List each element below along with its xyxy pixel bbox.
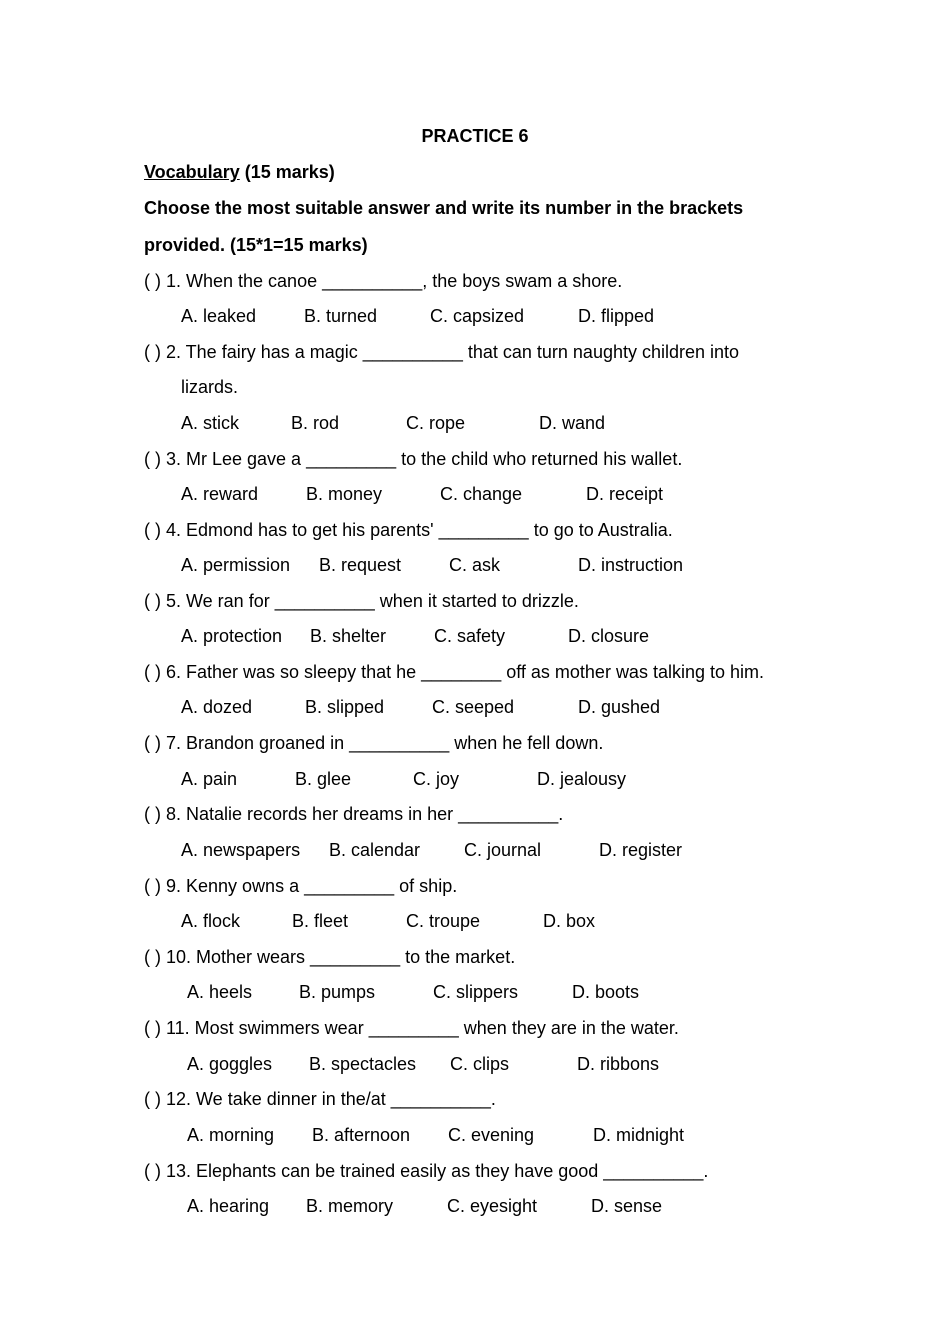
- option-8a: A. newspapers: [181, 840, 301, 860]
- option-1a: A. leaked: [181, 306, 257, 326]
- option-2c: C. rope: [406, 413, 466, 433]
- option-1b: B. turned: [304, 306, 378, 326]
- option-11c: C. clips: [450, 1054, 510, 1074]
- option-6b: B. slipped: [305, 697, 385, 717]
- option-11b: B. spectacles: [309, 1054, 417, 1074]
- option-12a: A. morning: [187, 1125, 275, 1145]
- option-4c: C. ask: [449, 555, 501, 575]
- option-7d: D. jealousy: [537, 769, 627, 789]
- option-1d: D. flipped: [578, 306, 655, 326]
- option-7b: B. glee: [295, 769, 352, 789]
- question-3: ( ) 3. Mr Lee gave a _________ to the child who returned his wallet.: [144, 449, 683, 469]
- question-12: ( ) 12. We take dinner in the/at __________.: [144, 1089, 496, 1109]
- option-9a: A. flock: [181, 911, 241, 931]
- option-8d: D. register: [599, 840, 683, 860]
- option-7c: C. joy: [413, 769, 460, 789]
- option-12b: B. afternoon: [312, 1125, 411, 1145]
- question-2: ( ) 2. The fairy has a magic __________ that can turn naughty children into: [144, 342, 740, 362]
- option-10b: B. pumps: [299, 982, 376, 1002]
- option-4b: B. request: [319, 555, 402, 575]
- option-13c: C. eyesight: [447, 1196, 538, 1216]
- option-2a: A. stick: [181, 413, 240, 433]
- question-4: ( ) 4. Edmond has to get his parents' _________ to go to Australia.: [144, 520, 673, 540]
- question-13: ( ) 13. Elephants can be trained easily as they have good __________.: [144, 1161, 709, 1181]
- option-10d: D. boots: [572, 982, 640, 1002]
- option-6c: C. seeped: [432, 697, 515, 717]
- question-8: ( ) 8. Natalie records her dreams in her __________.: [144, 804, 564, 824]
- option-7a: A. pain: [181, 769, 238, 789]
- page-title: PRACTICE 6: [421, 126, 529, 146]
- option-13a: A. hearing: [187, 1196, 270, 1216]
- question-9: ( ) 9. Kenny owns a _________ of ship.: [144, 876, 458, 896]
- option-3b: B. money: [306, 484, 383, 504]
- instruction-line-1: Choose the most suitable answer and write its number in the brackets: [144, 198, 744, 218]
- instruction-line-2: provided. (15*1=15 marks): [144, 235, 368, 255]
- option-3a: A. reward: [181, 484, 259, 504]
- option-6d: D. gushed: [578, 697, 661, 717]
- option-10c: C. slippers: [433, 982, 519, 1002]
- question-6: ( ) 6. Father was so sleepy that he ________ off as mother was talking to him.: [144, 662, 764, 682]
- question-2-continuation: lizards.: [181, 377, 239, 397]
- option-4a: A. permission: [181, 555, 291, 575]
- option-8c: C. journal: [464, 840, 542, 860]
- option-6a: A. dozed: [181, 697, 253, 717]
- question-10: ( ) 10. Mother wears _________ to the market.: [144, 947, 516, 967]
- section-heading: [144, 160, 335, 184]
- option-3d: D. receipt: [586, 484, 664, 504]
- option-10a: A. heels: [187, 982, 253, 1002]
- option-1c: C. capsized: [430, 306, 525, 326]
- option-4d: D. instruction: [578, 555, 684, 575]
- question-7: ( ) 7. Brandon groaned in __________ when he fell down.: [144, 733, 604, 753]
- option-11d: D. ribbons: [577, 1054, 660, 1074]
- option-11a: A. goggles: [187, 1054, 273, 1074]
- option-13b: B. memory: [306, 1196, 394, 1216]
- option-5c: C. safety: [434, 626, 506, 646]
- question-11: ( ) 11. Most swimmers wear _________ when they are in the water.: [144, 1018, 679, 1038]
- section-name: Vocabulary: [144, 162, 240, 182]
- question-1: ( ) 1. When the canoe __________, the boys swam a shore.: [144, 271, 623, 291]
- section-marks: (15 marks): [239, 162, 335, 182]
- question-5: ( ) 5. We ran for __________ when it started to drizzle.: [144, 591, 579, 611]
- option-12c: C. evening: [448, 1125, 535, 1145]
- option-5d: D. closure: [568, 626, 650, 646]
- option-5b: B. shelter: [310, 626, 387, 646]
- option-2d: D. wand: [539, 413, 606, 433]
- option-2b: B. rod: [291, 413, 340, 433]
- option-9c: C. troupe: [406, 911, 481, 931]
- option-13d: D. sense: [591, 1196, 663, 1216]
- option-9b: B. fleet: [292, 911, 349, 931]
- option-12d: D. midnight: [593, 1125, 685, 1145]
- option-3c: C. change: [440, 484, 523, 504]
- option-8b: B. calendar: [329, 840, 421, 860]
- option-9d: D. box: [543, 911, 596, 931]
- option-5a: A. protection: [181, 626, 283, 646]
